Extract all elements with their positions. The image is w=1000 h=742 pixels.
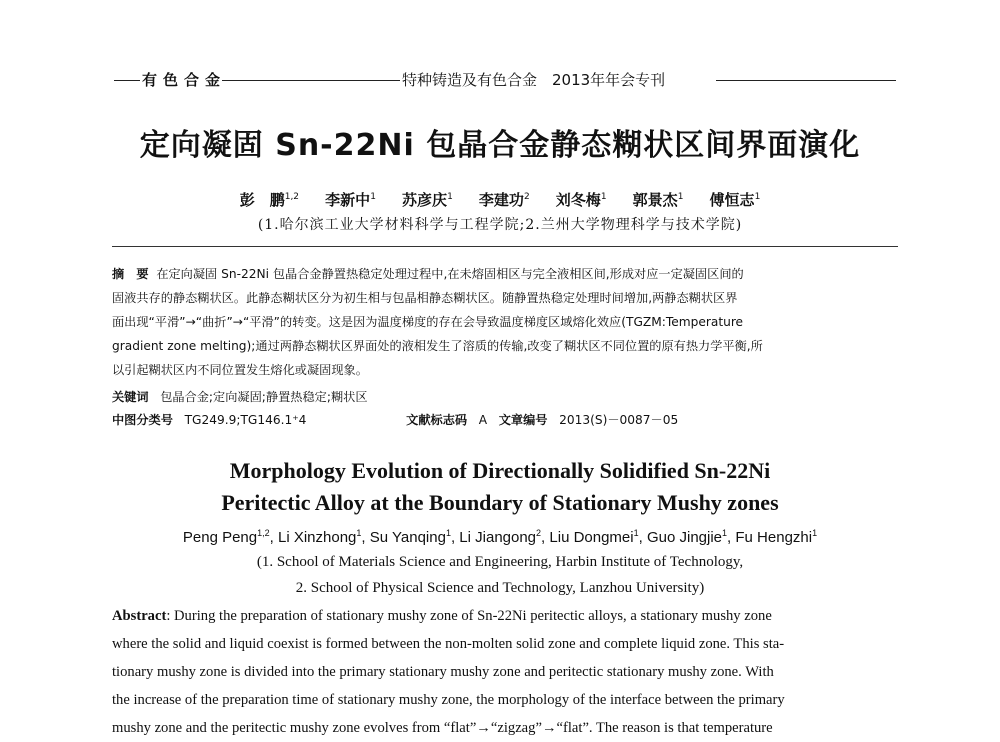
abstract-cn-line: 以引起糊状区内不同位置发生熔化或凝固现象。: [112, 363, 368, 377]
abstract-cn-line: gradient zone melting);通过两静态糊状区界面处的液相发生了溶质的传输,改变了糊状区不同位置的原有热力学平衡,所: [112, 339, 763, 353]
author-en: Peng Peng$^{1,2}$: [182, 528, 270, 546]
author-cn: 郭景杰$^1$: [632, 191, 684, 209]
author-en: Su Yanqing$^1$: [369, 528, 451, 546]
journal-name: 有色合金: [142, 71, 227, 89]
header-rule-middle: [222, 80, 400, 81]
doc-code-label: 文献标志码: [406, 413, 468, 427]
section-divider: [112, 246, 898, 247]
article-no-label: 文章编号: [498, 413, 548, 427]
abstract-en-line: mushy zone and the peritectic mushy zone evolves from “flat”→“zigzag”→“flat”. The reason is that temperature: [112, 720, 773, 736]
title-en-line-2: Peritectic Alloy at the Boundary of Stationary Mushy zones: [221, 490, 779, 515]
abstract-en-line: Abstract: During the preparation of stationary mushy zone of Sn-22Ni peritectic alloys, a stationary mushy zone: [112, 608, 772, 624]
abstract-cn: [112, 262, 898, 382]
authors-en: Peng Peng$^{1,2}$, Li Xinzhong$^1$, Su Yanqing$^1$, Li Jiangong$^2$, Liu Dongmei$^1$, Guo Jingjie$^1$, Fu Hengzhi$^1$: [182, 528, 818, 546]
affiliation-en-line-1: (1. School of Materials Science and Engineering, Harbin Institute of Technology,: [256, 554, 744, 570]
affiliation-en-line-2: 2. School of Physical Science and Technology, Lanzhou University): [295, 580, 705, 596]
abstract-en-line: where the solid and liquid coexist is formed between the non-molten solid zone and complete liquid zone. This sta-: [112, 636, 785, 652]
abstract-en-line: tionary mushy zone is divided into the primary stationary mushy zone and peritectic stationary mushy zone. With: [112, 664, 774, 680]
author-en: Guo Jingjie$^1$: [646, 528, 728, 546]
author-cn: 傅恒志$^1$: [709, 191, 761, 209]
abstract-cn-line: 固液共存的静态糊状区。此静态糊状区分为初生相与包晶相静态糊状区。随静置热稳定处理时间增加,两静态糊状区界: [112, 291, 738, 305]
abstract-en-line: the increase of the preparation time of stationary mushy zone, the morphology of the interface between the primary: [112, 692, 785, 708]
issue-label: 特种铸造及有色合金 2013年年会专刊: [402, 71, 666, 89]
author-en: Li Jiangong$^2$: [459, 528, 542, 546]
author-en: Li Xinzhong$^1$: [277, 528, 362, 546]
title-en-line-1: Morphology Evolution of Directionally Solidified Sn-22Ni: [229, 458, 771, 483]
keywords-value: 包晶合金;定向凝固;静置热稳定;糊状区: [160, 390, 368, 404]
article-no-value: 2013(S)－0087－05: [559, 413, 679, 427]
classification: [112, 411, 898, 428]
affiliation-cn: (1.哈尔滨工业大学材料科学与工程学院;2.兰州大学物理科学与技术学院): [257, 217, 743, 233]
abstract-cn-label: 摘 要: [112, 267, 149, 281]
abstract-cn-line: 面出现“平滑”→“曲折”→“平滑”的转变。这是因为温度梯度的存在会导致温度梯度区域熔化效应(TGZM:Temperature: [112, 315, 744, 329]
keywords: [112, 388, 898, 405]
header-rule-left: [114, 80, 140, 81]
keywords-label: 关键词: [112, 390, 149, 404]
author-cn: 刘冬梅$^1$: [555, 191, 607, 209]
abstract-en: [112, 602, 902, 742]
author-cn: 苏彦庆$^1$: [402, 191, 453, 209]
title-cn: 定向凝固 Sn-22Ni 包晶合金静态糊状区间界面演化: [139, 128, 861, 163]
clc-value: TG249.9;TG146.1⁺4: [184, 413, 307, 427]
abstract-cn-line: 摘 要 在定向凝固 Sn-22Ni 包晶合金静置热稳定处理过程中,在未熔固相区与完全液相区间,形成对应一定凝固区间的: [112, 267, 744, 281]
author-cn: 彭 鹏$^{1,2}$: [239, 191, 300, 209]
header-rule-right: [716, 80, 896, 81]
abstract-en-label: Abstract: [112, 608, 167, 624]
doc-code-value: A: [478, 413, 488, 427]
author-cn: 李建功$^2$: [478, 191, 530, 209]
author-cn: 李新中$^1$: [325, 191, 376, 209]
authors-cn: [0, 189, 1000, 210]
clc-label: 中图分类号: [112, 413, 173, 427]
author-en: Liu Dongmei$^1$: [549, 528, 639, 546]
author-en: Fu Hengzhi$^1$: [735, 528, 818, 546]
